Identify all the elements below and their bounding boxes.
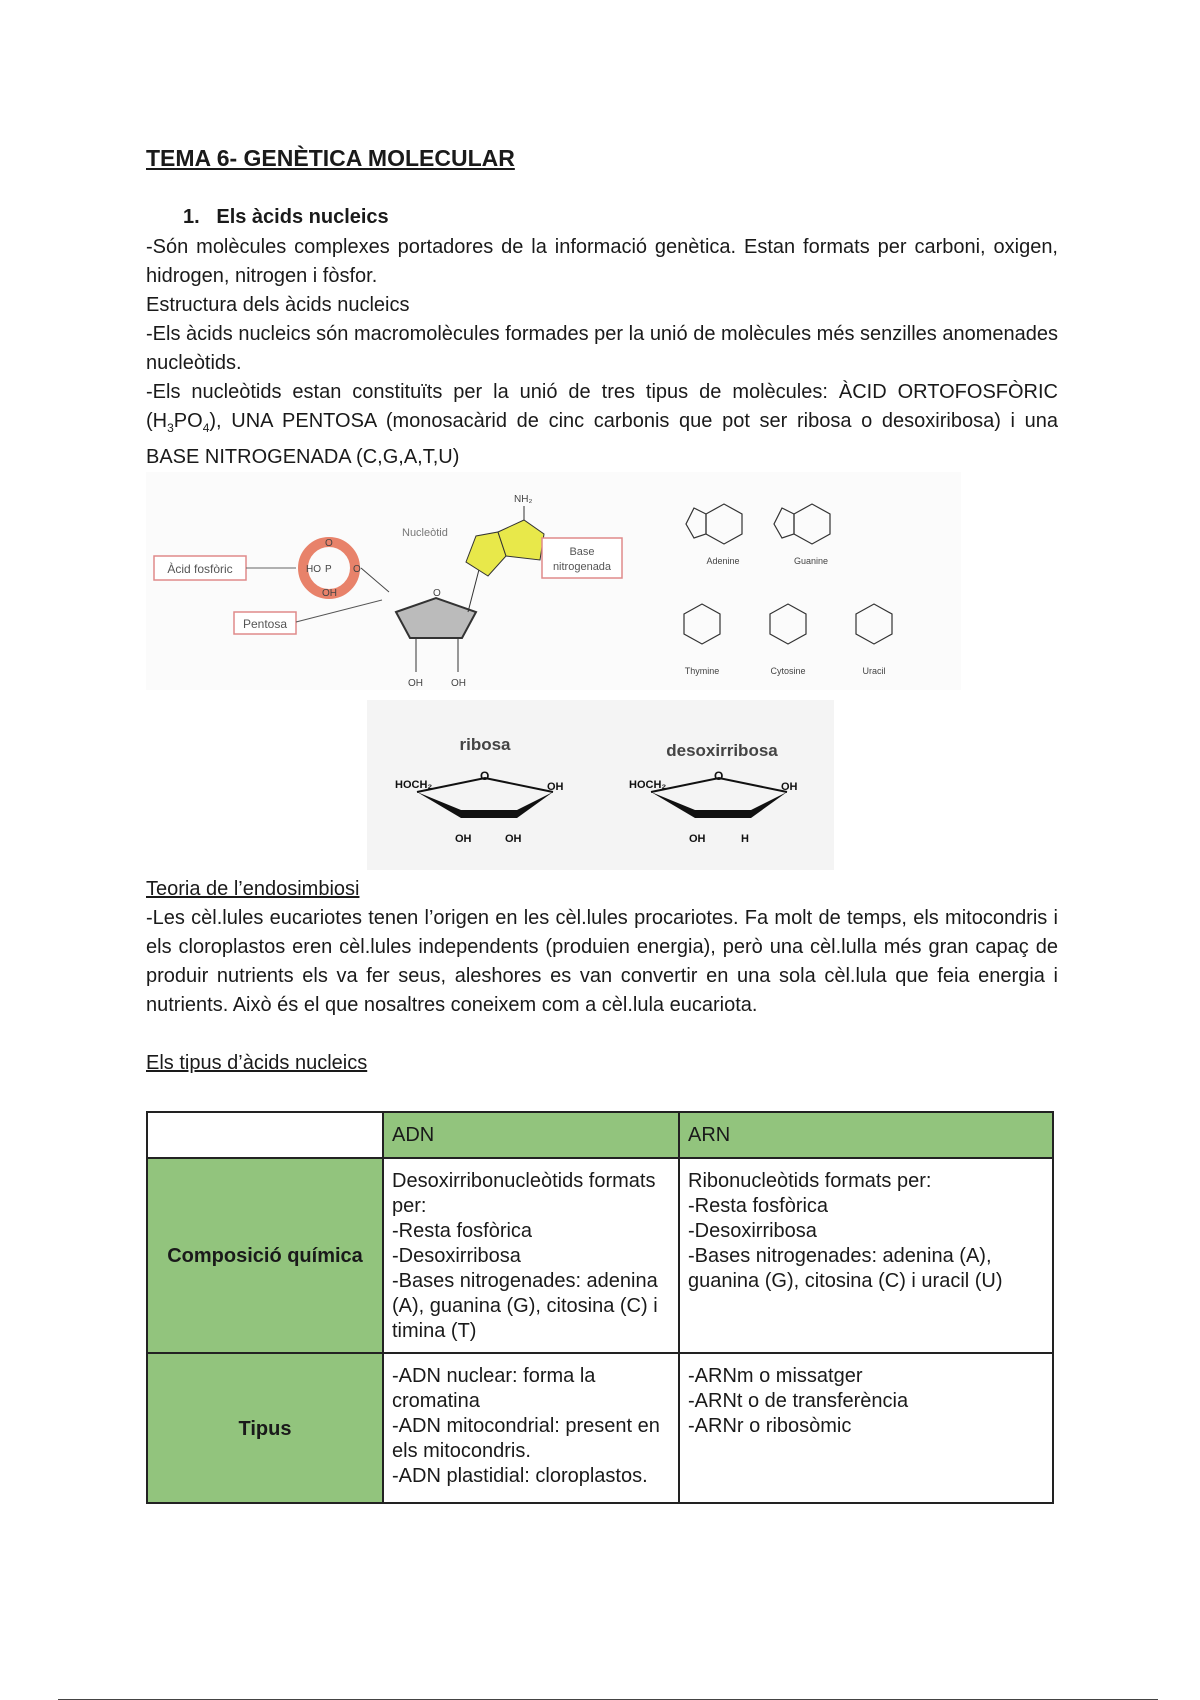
- table-header-adn: ADN: [383, 1112, 679, 1158]
- desoxi-oh-right: OH: [781, 781, 798, 793]
- ribosa-oh-2: OH: [505, 833, 522, 845]
- base-uracil: Uracil: [862, 666, 886, 676]
- base-label-2: nitrogenada: [552, 561, 612, 573]
- ribosa-label: ribosa: [459, 735, 511, 754]
- svg-text:O: O: [353, 564, 361, 575]
- paragraph-intro: -Són molècules complexes portadores de la informació genètica. Estan formats per carboni, oxigen, hidrogen, nitrogen i fòsfor.: [146, 236, 1058, 287]
- acid-label: Àcid fosfòric: [167, 562, 233, 576]
- paragraph-macromolecules: -Els àcids nucleics són macromolècules formades per la unió de molècules més senzilles anomenades nucleòtids.: [146, 323, 1058, 374]
- section-title: Els àcids nucleics: [216, 206, 389, 228]
- endosimbiosi-paragraph: -Les cèl.lules eucariotes tenen l’origen en les cèl.lules procariotes. Fa molt de temps, els mitocondris i els cloroplastos eren cèl.lules independents (produien energia), però una cèl.lulla més gran capaç de produir nutrients els va fer seus, aleshores es van convertir en una sola cèl.lula que feia energia i nutrients. Això és el que nosaltres coneixem com a cèl.lula eucariota.: [146, 907, 1058, 1016]
- table-cell-adn-composicio: Desoxirribonucleòtids formats per: -Resta fosfòrica -Desoxirribosa -Bases nitrogenades: adenina (A), guanina (G), citosina (C) i timina (T): [383, 1158, 679, 1353]
- table-cell-arn-tipus: -ARNm o missatger -ARNt o de transferència -ARNr o ribosòmic: [679, 1353, 1053, 1503]
- table-cell-arn-composicio: Ribonucleòtids formats per: -Resta fosfòrica -Desoxirribosa -Bases nitrogenades: adenina (A), guanina (G), citosina (C) i uracil (U): [679, 1158, 1053, 1353]
- nucleic-acids-table: [146, 1111, 1054, 1504]
- paragraph-nucleotids: -Els nucleòtids estan constituïts per la unió de tres tipus de molècules: ÀCID ORTOFOSFÒRIC $(H_3PO_4)$, UNA PENTOSA (monosacàrid de cinc carbonis que pot ser ribosa o desoxiribosa) i una BASE NITROGENADA (C,G,A,T,U): [146, 381, 1058, 468]
- tipus-heading: Els tipus d’àcids nucleics: [146, 1052, 368, 1074]
- base-nh2: NH₂: [514, 494, 533, 505]
- nucleotide-figure: [146, 472, 961, 690]
- svg-text:O: O: [714, 769, 724, 783]
- nucleotid-label: Nucleòtid: [402, 527, 448, 539]
- section-number: 1.: [183, 206, 200, 228]
- base-guanine: Guanine: [793, 556, 829, 566]
- desoxirribosa-label: desoxirribosa: [666, 741, 778, 760]
- table-row-label-composicio: Composició química: [147, 1158, 383, 1353]
- table-header-arn: ARN: [679, 1112, 1053, 1158]
- base-cytosine: Cytosine: [770, 666, 806, 676]
- svg-text:O: O: [433, 588, 441, 599]
- sugar-oh-1: OH: [408, 678, 423, 689]
- svg-text:HO: HO: [306, 564, 321, 575]
- table-corner-cell: [147, 1112, 383, 1158]
- ribosa-oh-right: OH: [547, 781, 564, 793]
- base-thymine: Thymine: [684, 666, 720, 676]
- table-cell-adn-tipus: -ADN nuclear: forma la cromatina -ADN mitocondrial: present en els mitocondris. -ADN plastidial: cloroplastos.: [383, 1353, 679, 1503]
- phosphate-oh: OH: [322, 588, 337, 599]
- pentosa-label: Pentosa: [242, 617, 288, 631]
- ribosa-hoch2: HOCH₂: [395, 779, 433, 791]
- desoxi-oh-1: OH: [689, 833, 706, 845]
- desoxi-h: H: [741, 833, 749, 845]
- base-adenine: Adenine: [706, 556, 740, 566]
- table-row: [147, 1353, 1053, 1503]
- subheading-estructura: Estructura dels àcids nucleics: [146, 294, 410, 316]
- base-label-1: Base: [569, 546, 595, 558]
- svg-text:O: O: [325, 538, 333, 549]
- ribosa-oh-1: OH: [455, 833, 472, 845]
- section-heading: [183, 206, 389, 229]
- svg-text:P: P: [325, 564, 332, 575]
- sugar-comparison-figure: [367, 700, 834, 870]
- endosimbiosi-heading: Teoria de l’endosimbiosi: [146, 878, 360, 900]
- svg-text:O: O: [480, 769, 490, 783]
- table-row: [147, 1158, 1053, 1353]
- table-row-label-tipus: Tipus: [147, 1353, 383, 1503]
- page-title: TEMA 6- GENÈTICA MOLECULAR: [146, 145, 515, 171]
- desoxi-hoch2: HOCH₂: [629, 779, 667, 791]
- table-header-row: [147, 1112, 1053, 1158]
- sugar-oh-2: OH: [451, 678, 466, 689]
